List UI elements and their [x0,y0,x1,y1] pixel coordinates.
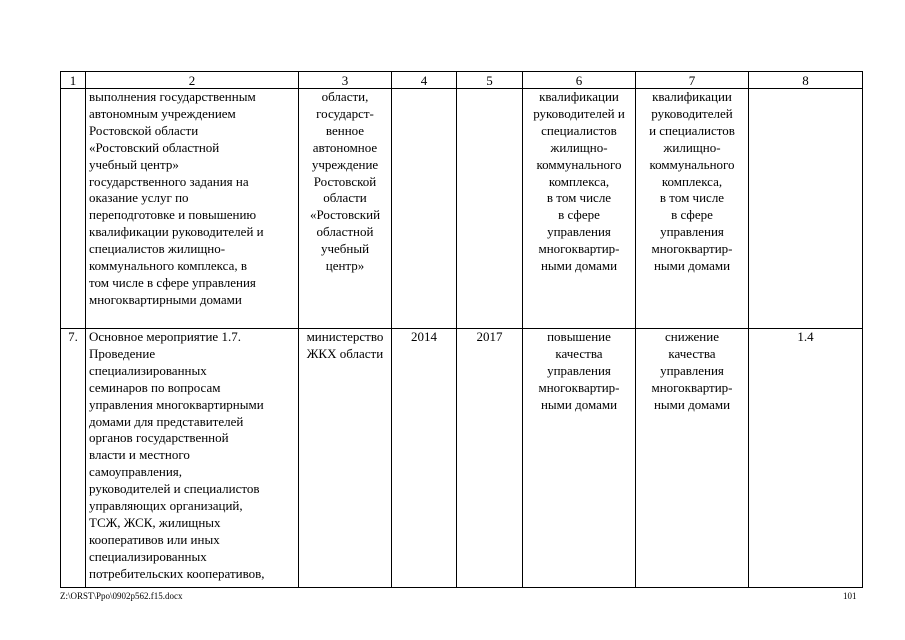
column-number-8: 8 [749,72,863,89]
column-number-1: 1 [61,72,86,89]
start-year-cell: 2014 [392,329,457,588]
end-year-cell [457,89,523,329]
non-implementation-consequence-cell: квалификации руководителей и специалистов жилищно- коммунального комплекса, в том числе в сфере управления многоквартир- ными домами [636,89,749,329]
executor-cell: министерство ЖКХ области [299,329,392,588]
row-number-cell: 7. [61,329,86,588]
table-row [61,329,863,588]
column-number-7: 7 [636,72,749,89]
end-year-cell: 2017 [457,329,523,588]
row-number-cell [61,89,86,329]
non-implementation-consequence-cell: снижение качества управления многоквартир- ными домами [636,329,749,588]
indicator-link-cell [749,89,863,329]
measure-name-cell: выполнения государственным автономным учреждением Ростовской области «Ростовский областной учебный центр» государственного задания на оказание услуг по переподготовке и повышению квалификации руководителей и специалистов жилищно- коммунального комплекса, в том числе в сфере управления многоквартирными домами [86,89,299,329]
program-table [60,71,863,588]
column-number-row [61,72,863,89]
column-number-3: 3 [299,72,392,89]
start-year-cell [392,89,457,329]
executor-cell: области, государст- венное автономное учреждение Ростовской области «Ростовский областной учебный центр» [299,89,392,329]
measure-name-cell: Основное мероприятие 1.7. Проведение специализированных семинаров по вопросам управления многоквартирными домами для представителей органов государственной власти и местного самоуправления, руководителей и специалистов управляющих организаций, ТСЖ, ЖСК, жилищных кооперативов или иных специализированных потребительских кооперативов, [86,329,299,588]
expected-result-cell: повышение качества управления многоквартир- ными домами [523,329,636,588]
column-number-4: 4 [392,72,457,89]
column-number-5: 5 [457,72,523,89]
indicator-link-cell: 1.4 [749,329,863,588]
table-row [61,89,863,329]
expected-result-cell: квалификации руководителей и специалистов жилищно- коммунального комплекса, в том числе в сфере управления многоквартир- ными домами [523,89,636,329]
column-number-6: 6 [523,72,636,89]
footer-file-path: Z:\ORST\Ppo\0902p562.f15.docx [60,591,183,601]
page-number: 101 [843,591,857,601]
column-number-2: 2 [86,72,299,89]
